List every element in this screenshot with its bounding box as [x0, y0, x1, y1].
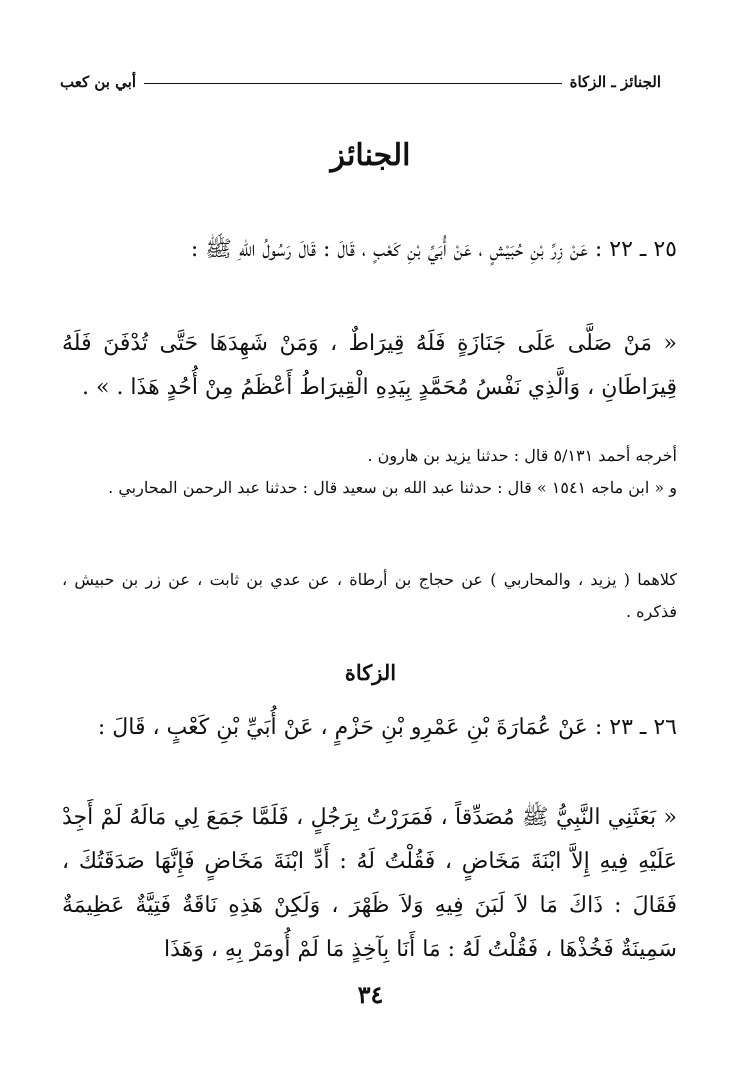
header-rule — [144, 83, 562, 84]
chapter-title: الجنائز — [330, 138, 411, 173]
section-title: الزكاة — [344, 660, 397, 685]
takhrij-22 — [62, 440, 677, 504]
hadith-22-heading: ٢٥ ـ ٢٢ : عَنْ زِرِّ بْنِ حُبَيْشٍ ، عَنْ أُبَيِّ بْنِ كَعْبٍ ، قَالَ : قَالَ رَسُولُ اللّٰهِ ﷺ : — [190, 237, 677, 262]
hadith-23-text: « بَعَثَنِي النَّبِيُّ ﷺ مُصَدِّقاً ، فَمَرَرْتُ بِرَجُلٍ ، فَلَمَّا جَمَعَ لِي مَالَهُ لَمْ أَجِدْ عَلَيْهِ فِيهِ إِلاَّ ابْنَةَ مَخَاضٍ ، فَقُلْتُ لَهُ : أَدِّ ابْنَةَ مَخَاضٍ فَإِنَّهَا صَدَقَتُكَ ، فَقَالَ : ذَاكَ مَا لاَ لَبَنَ فِيهِ وَلاَ ظَهْرَ ، وَلَكِنْ هَذِهِ نَاقَةٌ فَتِيَّةٌ عَظِيمَةٌ سَمِينَةٌ فَخُذْهَا ، فَقُلْتُ لَهُ : مَا أَنَا بِآخِذٍ مَا لَمْ أُومَرْ بِهِ ، وَهَذَا — [62, 805, 677, 962]
running-header — [60, 68, 661, 96]
takhrij-22-paragraph-3: كلاهما ( يزيد ، والمحاربي ) عن حجاج بن أرطاة ، عن عدي بن ثابت ، عن زر بن حبيش ، فذكره . — [62, 570, 677, 621]
takhrij-22-paragraph-1: أخرجه أحمد ٥/١٣١ قال : حدثنا يزيد بن هارون . — [367, 446, 677, 465]
takhrij-22-paragraph-2: و « ابن ماجه ١٥٤١ » قال : حدثنا عبد الله بن سعيد قال : حدثنا عبد الرحمن المحاربي . — [108, 478, 677, 497]
hadith-22-text: « مَنْ صَلَّى عَلَى جَنَازَةٍ فَلَهُ قِيرَاطٌ ، وَمَنْ شَهِدَهَا حَتَّى تُدْفَنَ فَلَهُ قِيرَاطَانِ ، وَالَّذِي نَفْسُ مُحَمَّدٍ بِيَدِهِ الْقِيرَاطُ أَعْظَمُ مِنْ أُحُدٍ هَذَا . » . — [62, 331, 677, 400]
page-number: ٣٤ — [357, 980, 384, 1009]
hadith-23-heading: ٢٦ ـ ٢٣ : عَنْ عُمَارَةَ بْنِ عَمْرِو بْنِ حَزْمٍ ، عَنْ أُبَيِّ بْنِ كَعْبٍ ، قَالَ : — [97, 715, 677, 740]
header-section-label: الجنائز ـ الزكاة — [569, 73, 661, 91]
header-book-label: أبي بن كعب — [60, 73, 136, 91]
